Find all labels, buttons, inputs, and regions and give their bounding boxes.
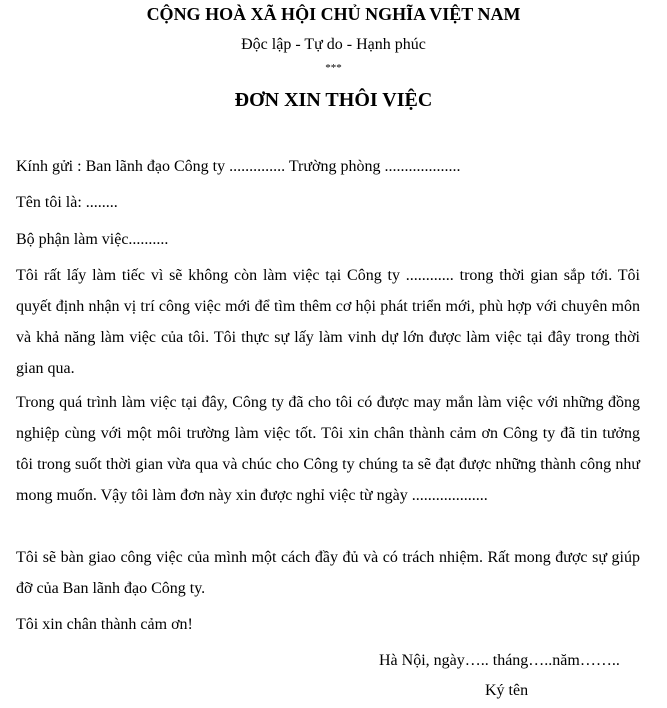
document-title: ĐƠN XIN THÔI VIỆC	[234, 89, 433, 111]
recipient-line: Kính gửi : Ban lãnh đạo Công ty .............. Trường phòng ...................	[16, 158, 461, 175]
name-line: Tên tôi là: ........	[16, 194, 118, 211]
national-title: CỘNG HOÀ XÃ HỘI CHỦ NGHĨA VIỆT NAM	[146, 4, 521, 24]
body-paragraph-2: Trong quá trình làm việc tại đây, Công ty đã cho tôi có được may mắn làm việc với những đồng nghiệp cùng với một môi trường làm việc tốt. Tôi xin chân thành cảm ơn Công ty đã tin tưởng tôi trong suốt thời gian vừa qua và chúc cho Công ty chúng ta sẽ đạt được những thành công như mong muốn. Vậy tôi làm đơn này xin được nghỉ việc từ ngày ...................	[16, 394, 640, 504]
national-motto: Độc lập - Tự do - Hạnh phúc	[241, 36, 426, 53]
body-paragraph-3: Tôi sẽ bàn giao công việc của mình một cách đầy đủ và có trách nhiệm. Rất mong được sự giúp đỡ của Ban lãnh đạo Công ty.	[16, 549, 640, 597]
closing-line: Tôi xin chân thành cảm ơn!	[16, 616, 193, 633]
department-line: Bộ phận làm việc..........	[16, 231, 169, 248]
place-date: Hà Nội, ngày….. tháng…..năm……..	[379, 652, 620, 669]
body-paragraph-1: Tôi rất lấy làm tiếc vì sẽ không còn làm việc tại Công ty ............ trong thời gian sắp tới. Tôi quyết định nhận vị trí công việc mới để tìm thêm cơ hội phát triển mới, phù hợp với chuyên môn và khả năng làm việc của tôi. Tôi thực sự lấy làm vinh dự lớn được làm việc tại đây trong thời gian qua.	[16, 267, 640, 377]
separator: ***	[325, 62, 342, 74]
signature-label: Ký tên	[485, 682, 529, 699]
